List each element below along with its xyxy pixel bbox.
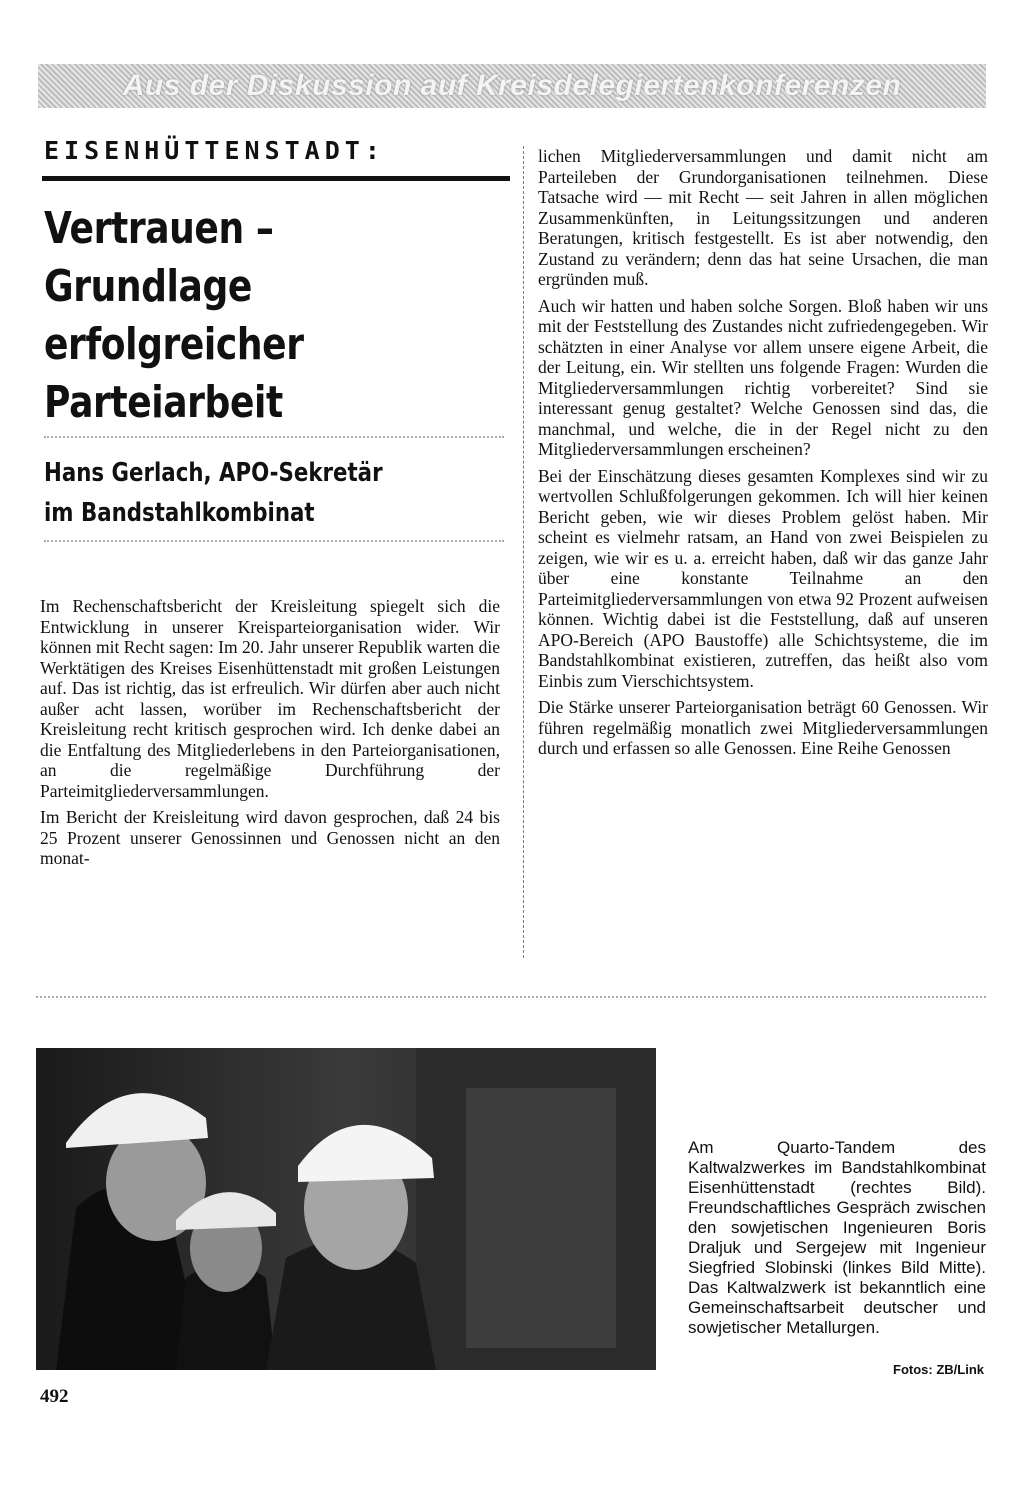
- section-banner: [38, 64, 986, 108]
- divider: [44, 540, 504, 542]
- paragraph: Im Rechenschaftsbericht der Kreisleitung spiegelt sich die Entwicklung in unserer Kreisparteiorganisation wider. Wir können mit Recht sagen: Im 20. Jahr unserer Republik warten die Werktätigen des Kreises Eisenhüttenstadt mit großen Leistungen auf. Das ist richtig, das ist erfreulich. Wir dürfen aber auch nicht außer acht lassen, worüber im Rechenschaftsbericht der Kreisleitung recht kritisch gesprochen wird. Ich denke dabei an die Entfaltung des Mitgliederlebens in den Parteiorganisationen, an die regelmäßige Durchführung der Parteimitgliederversammlungen.: [40, 596, 500, 801]
- article-headline: [44, 200, 421, 432]
- author-byline: [44, 453, 454, 533]
- headline-line: Grundlage: [44, 261, 252, 312]
- paragraph: Im Bericht der Kreisleitung wird davon gesprochen, daß 24 bis 25 Prozent unserer Genossinnen und Genossen nicht an den monat-: [40, 807, 500, 868]
- photo-caption: Am Quarto-Tandem des Kaltwalzwerkes im Bandstahlkombinat Eisenhüttenstadt (rechtes Bild). Freundschaftliches Gespräch zwischen den sowjetischen Ingenieuren Boris Draljuk und Sergejew mit Ingenieur Siegfried Slobinski (linkes Bild Mitte). Das Kaltwalzwerk ist bekanntlich eine Gemeinschaftsarbeit deutscher und sowjetischer Metallurgen.: [688, 1138, 986, 1337]
- photo: [36, 1048, 656, 1370]
- headline-line: Parteiarbeit: [44, 377, 283, 428]
- photo-credit: Fotos: ZB/Link: [893, 1362, 984, 1377]
- city-heading: EISENHÜTTENSTADT:: [44, 136, 385, 165]
- divider: [36, 996, 986, 998]
- byline-line: im Bandstahlkombinat: [44, 498, 315, 528]
- paragraph: Auch wir hatten und haben solche Sorgen. Bloß haben wir uns mit der Feststellung des Zustandes nicht zufriedengegeben. Wir schätzten in einer Analyse vor allem unsere eigene Arbeit, die der Leitung, ein. Wir stellten uns folgende Fragen: Wurden die Mitgliederversammlungen richtig vorbereitet? Sind sie interessant genug gestaltet? Welche Genossen sind das, die manchmal, und welche, die in der Regel nicht zu den Mitgliederversammlungen erscheinen?: [538, 295, 988, 459]
- worker-middle: [176, 1192, 276, 1370]
- headline-line: Vertrauen –: [44, 203, 274, 254]
- right-column: [538, 146, 988, 765]
- byline-line: Hans Gerlach, APO-Sekretär: [44, 458, 383, 488]
- banner-text: Aus der Diskussion auf Kreisdelegiertenkonferenzen: [122, 69, 902, 102]
- headline-line: erfolgreicher: [44, 319, 304, 370]
- paragraph: Bei der Einschätzung dieses gesamten Komplexes sind wir zu wertvollen Schlußfolgerungen gekommen. Ich will hier keinen Bericht geben, wie wir dieses Problem gelöst haben. Mir scheint es vielmehr ratsam, an Hand von zwei Beispielen zu zeigen, wie wir es u. a. erreicht haben, daß wir das ganze Jahr über eine konstante Teilnahme an den Parteimitgliederversammlungen von etwa 92 Prozent aufweisen können. Wichtig dabei ist die Feststellung, daß auf unseren APO-Bereich (APO Baustoffe) alle Schichtsysteme, die im Bandstahlkombinat existieren, zutreffen, das heißt also vom Einbis zum Vierschichtsystem.: [538, 465, 988, 691]
- column-rule: [523, 146, 524, 958]
- paragraph: lichen Mitgliederversammlungen und damit nicht am Parteileben der Grundorganisationen teilnehmen. Diese Tatsache wird — mit Recht — seit Jahren in allen möglichen Zusammenkünften, in Leitungssitzungen und anderen Beratungen, kritisch festgestellt. Es ist aber notwendig, den Zustand zu verändern; denn das hat seine Ursachen, die man ergründen muß.: [538, 146, 988, 289]
- divider: [44, 436, 504, 438]
- heading-rule: [42, 176, 510, 181]
- page-number: 492: [40, 1386, 69, 1407]
- left-column: [40, 596, 500, 875]
- paragraph: Die Stärke unserer Parteiorganisation beträgt 60 Genossen. Wir führen regelmäßig monatlich zwei Mitgliederversammlungen durch und erfassen so alle Genossen. Eine Reihe Genossen: [538, 697, 988, 758]
